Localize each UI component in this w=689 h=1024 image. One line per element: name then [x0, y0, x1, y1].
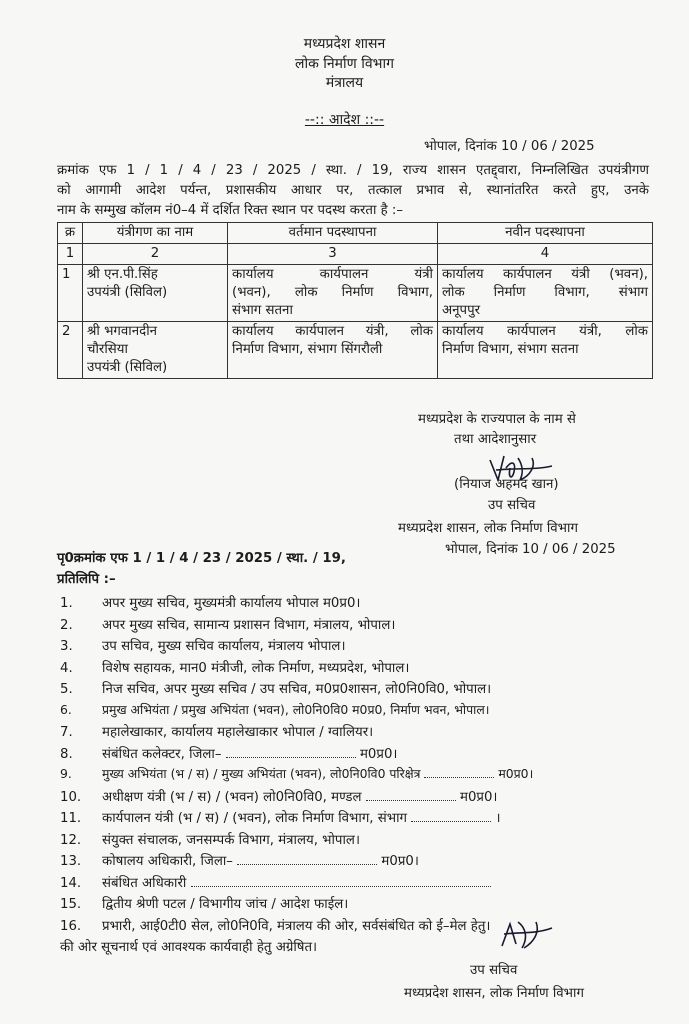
- name-line: उपयंत्री (सिविल): [87, 285, 168, 300]
- item-text: अधीक्षण यंत्री (भ / स) / (भवन) लो0नि0वि0, मण्डल: [102, 790, 362, 805]
- item-tail: म0प्र0।: [359, 747, 398, 762]
- blank-line: [191, 875, 491, 887]
- current-line: निर्माण विभाग, संभाग सिंगरौली: [232, 342, 383, 357]
- item-number: 13.: [60, 854, 82, 869]
- item-text: द्वितीय श्रेणी पटल / विभागीय जांच / आदेश फाईल।: [102, 897, 349, 912]
- item-text: अपर मुख्य सचिव, मुख्यमंत्री कार्यालय भोपाल म0प्र0।: [102, 596, 361, 611]
- header-line-1: मध्यप्रदेश शासन: [303, 36, 386, 52]
- cell-current-posting: [228, 265, 438, 322]
- blank-line: [226, 746, 356, 758]
- name-line: श्री भगवानदीन: [87, 324, 158, 339]
- authority-line-2: तथा आदेशानुसार: [454, 432, 537, 447]
- cell-current-posting: [228, 322, 438, 379]
- signatory-dept: मध्यप्रदेश शासन, लोक निर्माण विभाग: [398, 521, 578, 536]
- item-number: 7.: [60, 725, 73, 740]
- blank-line: [411, 810, 491, 822]
- item-number: 4.: [60, 661, 73, 676]
- header-line-3: मंत्रालय: [325, 75, 364, 91]
- list-item: [60, 658, 409, 676]
- copy-sign-dept: मध्यप्रदेश शासन, लोक निर्माण विभाग: [404, 986, 584, 1001]
- item-number: 5.: [60, 682, 73, 697]
- cell-new-posting: [438, 265, 653, 322]
- current-line: संभाग सतना: [232, 303, 293, 318]
- new-line: लोक निर्माण विभाग, संभाग: [442, 285, 648, 300]
- list-item: [60, 636, 345, 654]
- item-number: 15.: [60, 897, 82, 912]
- list-item: [60, 615, 395, 633]
- col-number: 1: [58, 244, 83, 265]
- table-colnum-row: [58, 244, 653, 265]
- item-number: 6.: [60, 702, 72, 717]
- item-tail: म0प्र0।: [460, 790, 498, 805]
- col-number: 2: [83, 244, 228, 265]
- list-item: [60, 894, 348, 912]
- col-header-new: नवीन पदस्थापना: [438, 223, 653, 244]
- name-line: श्री एन.पी.सिंह: [87, 267, 158, 282]
- order-title: --:: आदेश ::--: [304, 112, 385, 128]
- list-item: [60, 787, 497, 805]
- cell-new-posting: [438, 322, 653, 379]
- blank-line: [237, 853, 377, 865]
- item-text: संयुक्त संचालक, जनसम्पर्क विभाग, मंत्रालय, भोपाल।: [102, 833, 360, 848]
- order-para-line-1: क्रमांक एफ 1 / 1 / 4 / 23 / 2025 / स्था. / 19, राज्य शासन एतद्द्वारा, निम्नलिखित उपयंत्रीगण: [57, 163, 649, 178]
- item-number: 2.: [60, 618, 73, 633]
- blank-line: [424, 766, 494, 778]
- new-line: कार्यालय कार्यपालन यंत्री, लोक: [442, 324, 648, 339]
- table-row: [58, 265, 653, 322]
- item-number: 1.: [60, 596, 73, 611]
- item-number: 12.: [60, 833, 82, 848]
- item-text: निज सचिव, अपर मुख्य सचिव / उप सचिव, म0प्र0शासन, लो0नि0वि0, भोपाल।: [102, 682, 492, 697]
- list-item: [60, 873, 491, 891]
- copy-sign-designation: उप सचिव: [470, 963, 518, 978]
- cell-sr: 1: [58, 265, 83, 322]
- item-tail: ।: [495, 811, 501, 826]
- table-header-row: [58, 223, 653, 244]
- signatory-date: भोपाल, दिनांक 10 / 06 / 2025: [445, 542, 616, 557]
- list-item: [60, 722, 373, 740]
- item-text: संबंधित कलेक्टर, जिला–: [102, 747, 222, 762]
- name-line: चौरसिया: [87, 342, 128, 357]
- item-text: विशेष सहायक, मान0 मंत्रीजी, लोक निर्माण, मध्यप्रदेश, भोपाल।: [102, 661, 410, 676]
- item-text: महालेखाकार, कार्यालय महालेखाकार भोपाल / ग्वालियर।: [102, 725, 374, 740]
- cell-name: [83, 265, 228, 322]
- item-text: मुख्य अभियंता (भ / स) / मुख्य अभियंता (भवन), लो0नि0वि0 परिक्षेत्र: [102, 766, 421, 781]
- col-number: 4: [438, 244, 653, 265]
- list-item: [60, 808, 501, 826]
- cell-name: [83, 322, 228, 379]
- item-text: कोषालय अधिकारी, जिला–: [102, 854, 233, 869]
- new-line: कार्यालय कार्यपालन यंत्री (भवन),: [442, 267, 648, 282]
- item-tail: म0प्र0।: [498, 766, 534, 781]
- item-text: प्रमुख अभियंता / प्रमुख अभियंता (भवन), लो0नि0वि0 म0प्र0, निर्माण भवन, भोपाल।: [102, 702, 490, 717]
- table-row: [58, 322, 653, 379]
- posting-table: [57, 222, 653, 379]
- order-para-line-2: को आगामी आदेश पर्यन्त, प्रशासकीय आधार पर, तत्काल प्रभाव से, स्थानांतरित करते हुए, उनके: [57, 183, 649, 198]
- order-date: भोपाल, दिनांक 10 / 06 / 2025: [424, 139, 595, 154]
- closing-note: की ओर सूचनार्थ एवं आवश्यक कार्यवाही हेतु अग्रेषित।: [60, 940, 318, 955]
- col-header-name: यंत्रीगण का नाम: [83, 223, 228, 244]
- item-text: प्रभारी, आई0टी0 सेल, लो0नि0वि, मंत्रालय की ओर, सर्वसंबंधित को ई–मेल हेतु।: [102, 919, 491, 934]
- new-line: अनूपपुर: [442, 303, 481, 318]
- item-text: अपर मुख्य सचिव, सामान्य प्रशासन विभाग, मंत्रालय, भोपाल।: [102, 618, 396, 633]
- header-line-2: लोक निर्माण विभाग: [294, 56, 395, 72]
- item-text: कार्यपालन यंत्री (भ / स) / (भवन), लोक निर्माण विभाग, संभाग: [102, 811, 408, 826]
- list-item: [60, 744, 397, 762]
- col-header-sr: क्र: [58, 223, 83, 244]
- item-number: 16.: [60, 919, 82, 934]
- name-line: उपयंत्री (सिविल): [87, 360, 168, 375]
- signatory-designation: उप सचिव: [488, 498, 536, 513]
- item-text: संबंधित अधिकारी: [102, 876, 187, 891]
- list-item: [60, 593, 360, 611]
- item-number: 9.: [60, 766, 72, 781]
- item-number: 11.: [60, 811, 82, 826]
- current-line: कार्यालय कार्यपालन यंत्री, लोक: [232, 324, 433, 339]
- endorsement-ref: पृ0क्रमांक एफ 1 / 1 / 4 / 23 / 2025 / स्था. / 19,: [57, 551, 346, 566]
- item-number: 10.: [60, 790, 82, 805]
- signature-2: [496, 916, 556, 952]
- current-line: (भवन), लोक निर्माण विभाग,: [232, 285, 433, 300]
- order-para-line-3: नाम के सम्मुख कॉलम नं0–4 में दर्शित रिक्त स्थान पर पदस्थ करता है :–: [57, 203, 404, 218]
- item-number: 8.: [60, 747, 73, 762]
- copy-label: प्रतिलिपि :–: [57, 572, 116, 587]
- item-tail: म0प्र0।: [381, 854, 419, 869]
- authority-line-1: मध्यप्रदेश के राज्यपाल के नाम से: [418, 412, 576, 427]
- item-number: 14.: [60, 876, 82, 891]
- col-header-current: वर्तमान पदस्थापना: [228, 223, 438, 244]
- list-item: [60, 916, 490, 934]
- item-number: 3.: [60, 639, 73, 654]
- list-item: [60, 830, 360, 848]
- list-item: [60, 851, 419, 869]
- current-line: कार्यालय कार्यपालन यंत्री: [232, 267, 433, 282]
- new-line: निर्माण विभाग, संभाग सतना: [442, 342, 579, 357]
- list-item: [60, 701, 489, 718]
- item-text: उप सचिव, मुख्य सचिव कार्यालय, मंत्रालय भोपाल।: [102, 639, 346, 654]
- list-item: [60, 765, 533, 782]
- blank-line: [366, 789, 456, 801]
- list-item: [60, 679, 491, 697]
- cell-sr: 2: [58, 322, 83, 379]
- col-number: 3: [228, 244, 438, 265]
- signatory-name: (नियाज अहमद खान): [454, 477, 559, 492]
